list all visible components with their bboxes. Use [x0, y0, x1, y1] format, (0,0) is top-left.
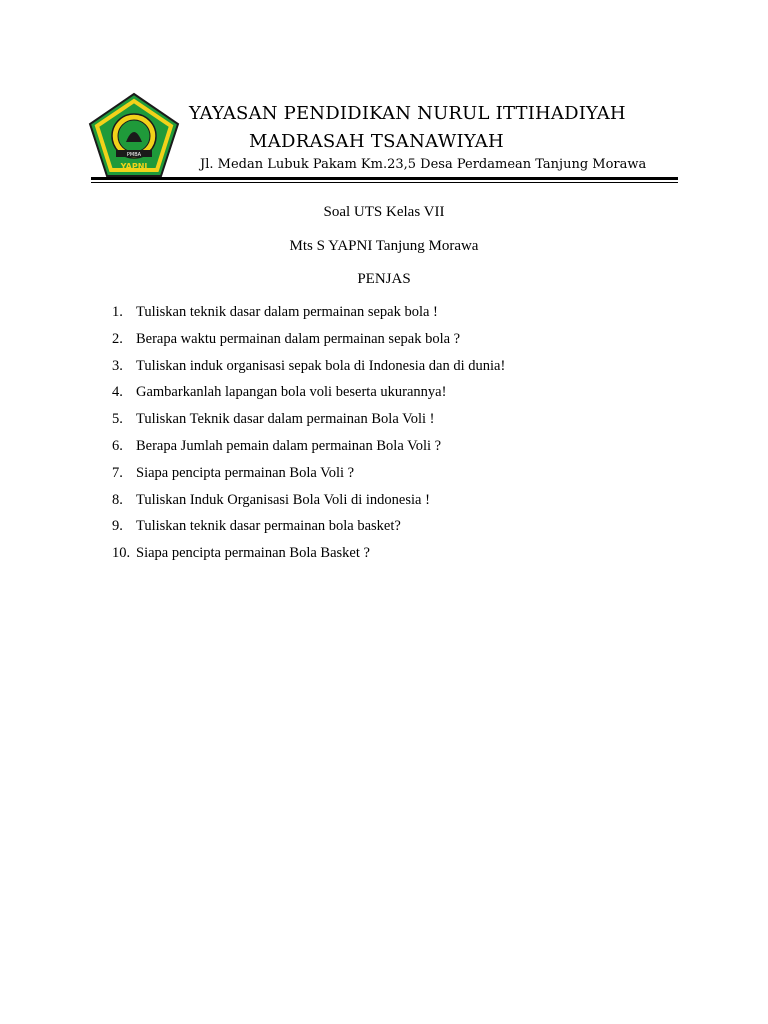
letterhead-divider	[91, 177, 678, 180]
question-item	[112, 331, 505, 358]
question-item	[112, 465, 505, 492]
question-text: Tuliskan teknik dasar dalam permainan sepak bola !	[136, 304, 438, 320]
question-text: Tuliskan induk organisasi sepak bola di Indonesia dan di dunia!	[136, 357, 506, 374]
question-item	[112, 358, 505, 385]
exam-school: Mts S YAPNI Tanjung Morawa	[289, 238, 479, 254]
question-item	[112, 438, 505, 465]
address: Jl. Medan Lubuk Pakam Km.23,5 Desa Perdamean Tanjung Morawa	[200, 157, 647, 172]
org-name: YAYASAN PENDIDIKAN NURUL ITTIHADIYAH	[189, 103, 626, 124]
question-number: 6.	[112, 437, 123, 454]
question-number: 2.	[112, 330, 123, 347]
question-number: 8.	[112, 491, 123, 508]
question-number: 1.	[112, 304, 123, 320]
question-text: Tuliskan teknik dasar permainan bola basket?	[136, 518, 401, 535]
question-text: Gambarkanlah lapangan bola voli beserta ukurannya!	[136, 384, 447, 401]
question-item	[112, 545, 505, 572]
school-logo-icon	[88, 92, 180, 178]
svg-text:PMBA: PMBA	[126, 152, 142, 158]
question-text: Berapa waktu permainan dalam permainan sepak bola ?	[136, 330, 461, 347]
question-number: 4.	[112, 384, 123, 401]
question-text: Berapa Jumlah pemain dalam permainan Bola Voli ?	[136, 437, 442, 454]
question-number: 7.	[112, 464, 123, 481]
question-number: 9.	[112, 518, 123, 535]
question-number: 5.	[112, 411, 123, 428]
question-text: Siapa pencipta permainan Bola Basket ?	[136, 545, 370, 562]
school-name: MADRASAH TSANAWIYAH	[249, 131, 505, 152]
exam-subject: PENJAS	[357, 271, 411, 287]
question-text: Siapa pencipta permainan Bola Voli ?	[136, 464, 355, 481]
question-number: 10.	[112, 545, 131, 562]
question-item	[112, 518, 505, 545]
question-item	[112, 384, 505, 411]
svg-text:YAPNI: YAPNI	[120, 162, 148, 171]
question-item	[112, 492, 505, 519]
exam-title: Soal UTS Kelas VII	[323, 204, 445, 220]
question-item	[112, 411, 505, 438]
question-text: Tuliskan Induk Organisasi Bola Voli di indonesia !	[136, 491, 430, 508]
question-number: 3.	[112, 357, 123, 374]
letterhead-divider-thin	[91, 182, 678, 183]
question-list	[112, 304, 505, 572]
question-text: Tuliskan Teknik dasar dalam permainan Bola Voli !	[136, 411, 435, 428]
question-item	[112, 304, 505, 331]
letterhead	[0, 0, 768, 190]
